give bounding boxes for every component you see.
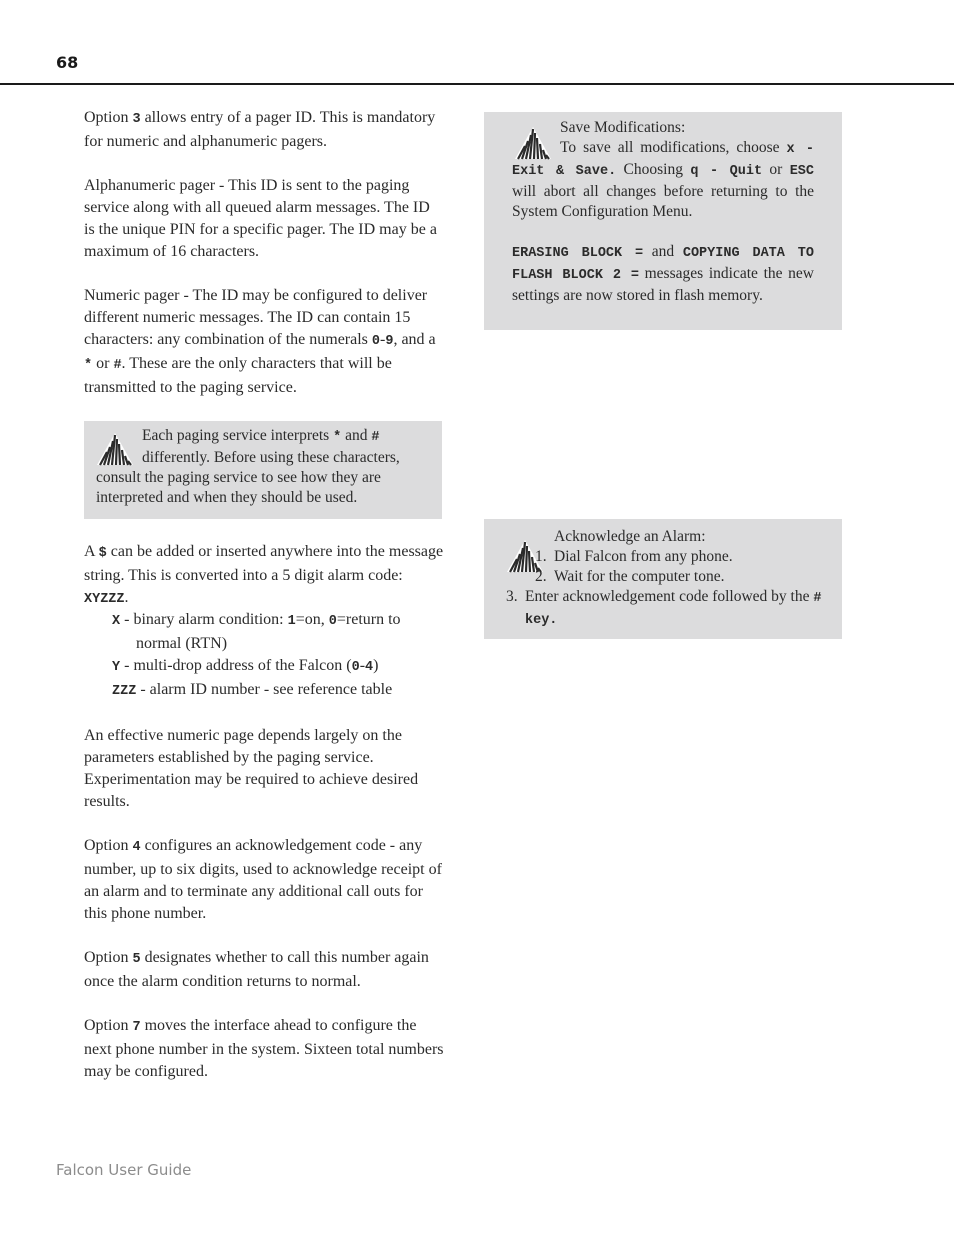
paragraph-alphanumeric-pager: Alphanumeric pager - This ID is sent to the paging service along with all queued alarm messages. The ID is the unique PIN for a specific pager. The ID may be a maximum of 16 characters. — [84, 177, 437, 260]
header-rule — [0, 83, 954, 85]
left-column — [84, 107, 444, 1105]
paragraph-dollar-code: A $ can be added or inserted anywhere into the message string. This is converted into a 5 digit alarm code: XYZZZ. — [84, 543, 444, 607]
paragraph-effective-page: An effective numeric page depends largely on the parameters established by the paging service. Experimentation may be required to achieve desired results. — [84, 727, 419, 810]
definition-x: X - binary alarm condition: 1=on, 0=return to normal (RTN) — [112, 611, 401, 652]
save-instructions: To save all modifications, choose x - Exit & Save. Choosing q - Quit or ESC will abort all changes before returning to the System Configuration Menu. — [512, 139, 815, 220]
footer-title: Falcon User Guide — [56, 1161, 192, 1179]
list-item: 2. Wait for the computer tone. — [535, 568, 725, 585]
warning-icon — [96, 432, 136, 466]
page-number: 68 — [56, 53, 79, 72]
list-item: 1. Dial Falcon from any phone. — [535, 548, 733, 565]
acknowledge-steps — [500, 547, 826, 631]
save-modifications-note — [484, 112, 842, 330]
alarm-code-definitions — [84, 609, 444, 703]
flash-messages-explanation: ERASING BLOCK = and COPYING DATA TO FLASH BLOCK 2 = messages indicate the new settings are now stored in flash memory. — [512, 243, 815, 304]
paragraph-option-5: Option 5 designates whether to call this number again once the alarm condition returns to normal. — [84, 949, 429, 990]
note-title: Save Modifications: — [560, 119, 686, 136]
definition-zzz: ZZZ - alarm ID number - see reference table — [112, 681, 393, 699]
warning-icon — [514, 126, 554, 160]
note-title: Acknowledge an Alarm: — [554, 528, 706, 545]
paragraph-option-3: Option 3 allows entry of a pager ID. This is mandatory for numeric and alphanumeric pagers. — [84, 109, 436, 150]
acknowledge-alarm-note — [484, 519, 842, 639]
paging-service-note: Each paging service interprets * and # differently. Before using these characters, consult the paging service to see how they are interpreted and when they should be used. — [84, 421, 442, 519]
paragraph-option-4: Option 4 configures an acknowledgement code - any number, up to six digits, used to acknowledge receipt of an alarm and to terminate any additional call outs for this phone number. — [84, 837, 442, 922]
list-item: 3. Enter acknowledgement code followed by the # key. — [506, 588, 822, 628]
paragraph-option-7: Option 7 moves the interface ahead to configure the next phone number in the system. Sixteen total numbers may be configured. — [84, 1017, 444, 1080]
paragraph-numeric-pager: Numeric pager - The ID may be configured to deliver different numeric messages. The ID can contain 15 characters: any combination of the numerals 0-9, and a * or #. These are the only characters that will be transmitted to the paging service. — [84, 287, 436, 396]
definition-y: Y - multi-drop address of the Falcon (0-4) — [112, 657, 379, 675]
